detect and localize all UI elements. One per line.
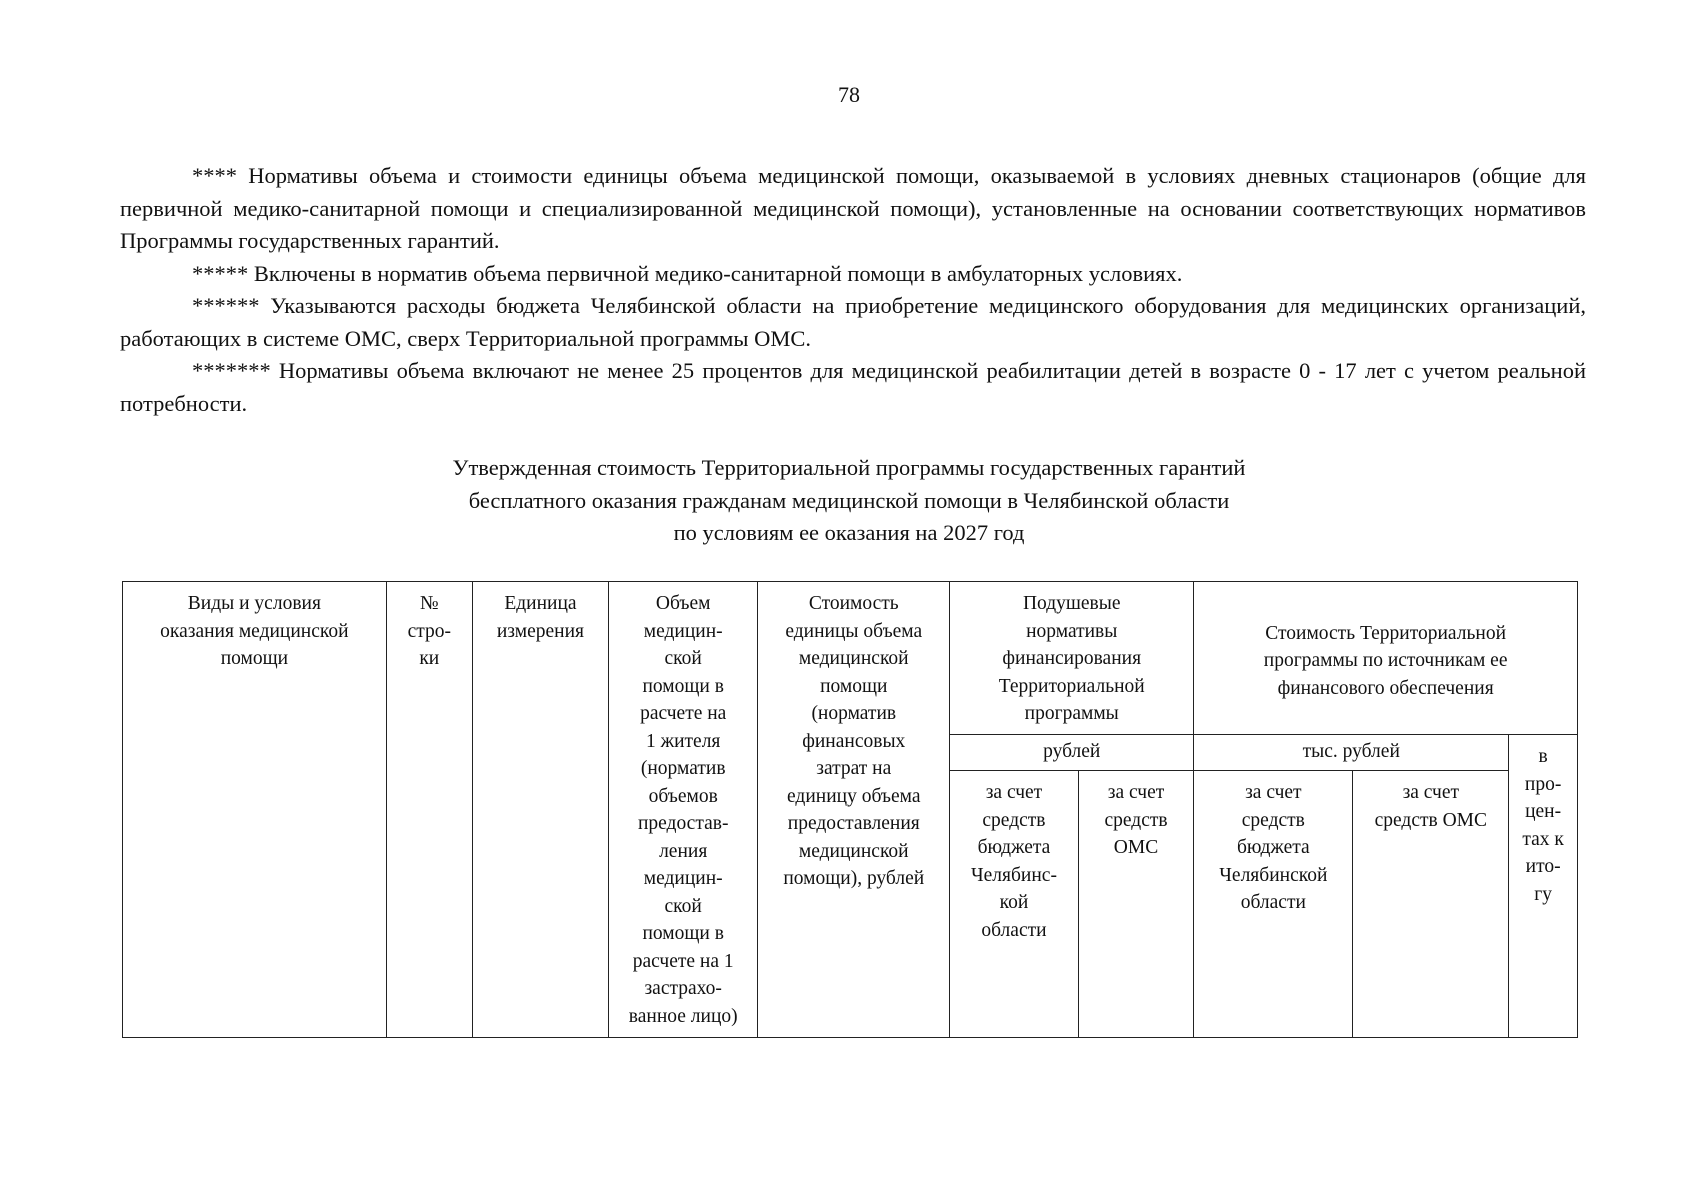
cost-table-header xyxy=(122,581,1578,1038)
footnotes xyxy=(120,160,1586,420)
page-number: 78 xyxy=(838,82,860,107)
footnote-4: **** Нормативы объема и стоимости единицы объема медицинской помощи, оказываемой в условиях дневных стационаров (общие для первичной медико-санитарной помощи и специализированной медицинской помощи), установленные на основании соответствующих нормативов Программы государственных гарантий. xyxy=(120,163,1586,253)
footnote-6: ****** Указываются расходы бюджета Челябинской области на приобретение медицинского оборудования для медицинских организаций, работающих в системе ОМС, сверх Территориальной программы ОМС. xyxy=(120,293,1586,351)
header-per-capita-standards: Подушевые нормативы финансирования Территориальной программы xyxy=(950,582,1194,735)
header-per-capita-budget: за счет средств бюджета Челябинс- кой области xyxy=(950,771,1079,1038)
footnote-5: ***** Включены в норматив объема первичной медико-санитарной помощи в амбулаторных условиях. xyxy=(192,260,1183,286)
table-title-line-1: Утвержденная стоимость Территориальной программы государственных гарантий xyxy=(452,455,1246,480)
header-row-number: № стро- ки xyxy=(386,582,472,1038)
header-unit-rubles: рублей xyxy=(950,735,1194,771)
header-cost-budget: за счет средств бюджета Челябинской области xyxy=(1194,771,1353,1038)
footnote-7: ******* Нормативы объема включают не менее 25 процентов для медицинской реабилитации детей в возрасте 0 - 17 лет с учетом реальной потребности. xyxy=(120,358,1586,416)
header-per-capita-oms: за счет средств ОМС xyxy=(1078,771,1194,1038)
header-volume-per-resident: Объем медицин- ской помощи в расчете на 1 жителя (норматив объемов предостав- ления медицин- ской помощи в расчете на 1 застрахо- ванное лицо) xyxy=(609,582,758,1038)
header-cost-oms: за счет средств ОМС xyxy=(1353,771,1509,1038)
table-title-line-3: по условиям ее оказания на 2027 год xyxy=(673,520,1025,545)
header-unit: Единица измерения xyxy=(472,582,608,1038)
header-program-cost-by-source: Стоимость Территориальной программы по источникам ее финансового обеспечения xyxy=(1194,582,1578,735)
table-title-line-2: бесплатного оказания гражданам медицинской помощи в Челябинской области xyxy=(468,487,1230,513)
header-types-of-care: Виды и условия оказания медицинской помощи xyxy=(123,582,387,1038)
header-percent-of-total: в про- цен- тах к ито- гу xyxy=(1509,735,1578,1038)
header-unit-thousand-rubles: тыс. рублей xyxy=(1194,735,1509,771)
table-title xyxy=(0,452,1698,550)
header-unit-cost: Стоимость единицы объема медицинской помощи (норматив финансовых затрат на единицу объема предоставления медицинской помощи), рублей xyxy=(758,582,950,1038)
